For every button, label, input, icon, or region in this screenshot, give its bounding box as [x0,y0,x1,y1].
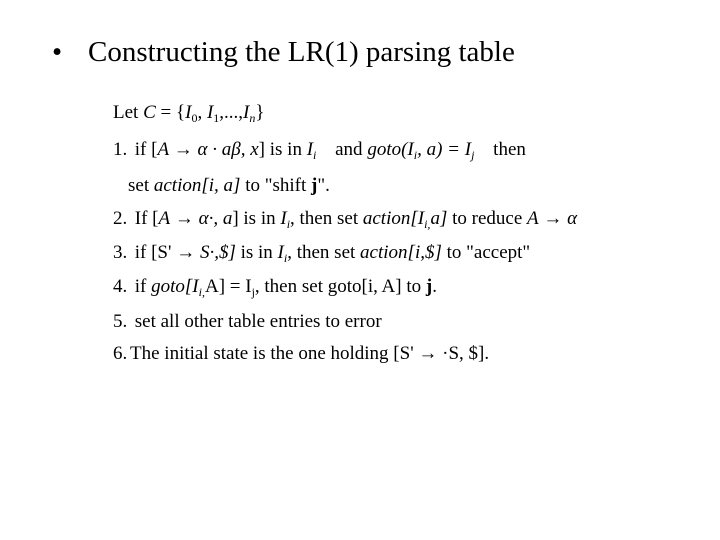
then-word: then [493,139,526,160]
is-in: is in [243,208,276,229]
item-ii: I [277,242,284,263]
slide-title [52,36,515,69]
num-4: 4. [113,276,128,297]
sub-n: n [249,111,256,125]
to-reduce: to reduce [452,208,523,229]
action-args: [I [410,208,425,229]
if-word: if [134,276,147,297]
goto-args2: , a) = I [417,139,472,160]
line-6 [113,344,489,363]
action-fn: action [360,242,408,263]
is-in: is in [269,139,302,160]
nonterminal-a: A [157,139,170,160]
line-6-rest: ·S, $]. [442,343,490,364]
shift-j: j [311,175,318,196]
goto-fn: goto [151,276,185,297]
line-3 [113,242,531,265]
to-shift: to "shift [245,175,307,196]
sub-j: j [471,148,475,162]
goto-j: j [425,276,433,297]
then-set: , then set [287,242,356,263]
num-1: 1. [113,139,128,160]
item-i1: I [206,102,214,123]
then-set: , then set [290,208,359,229]
arrow-icon: → [174,208,194,229]
line-6-text: The initial state is the one holding [S' [130,343,414,364]
goto-args: [I [184,276,199,297]
item-i0: I [185,102,192,123]
set-word: set [128,175,150,196]
item-ii: I [306,139,314,160]
item-body: α·, a [198,208,233,229]
item-ii: I [280,208,287,229]
if-open: if [ [134,139,158,160]
action-fn: action [153,175,202,196]
arrow-icon: → [418,343,438,364]
goto-args2: A] = I [204,276,252,297]
action-args: [i, a] [201,175,241,196]
slide-title-text: Constructing the LR(1) parsing table [88,36,515,68]
then-set-goto: , then set goto[i, A] to [254,276,422,297]
sub-i: i [283,251,288,265]
and-word: and [335,139,363,160]
num-6: 6. [113,343,128,364]
bullet-icon: • [52,36,63,68]
close-bracket: ] [258,139,265,160]
nonterminal-a: A [158,208,171,229]
line-1 [113,139,526,162]
line-5 [113,312,382,331]
ellipsis: ,..., [219,102,244,123]
equals-open: = { [160,102,186,123]
sub-i: i [313,148,317,162]
sub-i: i [286,217,291,231]
alpha: α [567,208,578,229]
line-2 [113,208,578,231]
sub-0: 0 [191,111,198,125]
sub-1: 1 [213,111,220,125]
num-5: 5. [113,311,128,332]
action-args2: a] [430,208,448,229]
action-fn: action [362,208,411,229]
sub-i2: i [413,148,418,162]
goto-fn: goto [367,139,402,160]
num-2: 2. [113,208,128,229]
if-open: If [ [134,208,159,229]
item-body: S·,$] [199,242,236,263]
if-open: if [S' [134,242,172,263]
nonterminal-a2: A [527,208,539,229]
num-3: 3. [113,242,128,263]
let-word: Let [113,102,139,123]
arrow-icon: → [176,242,196,263]
set-c: C [143,102,156,123]
close-bracket: ] [232,208,239,229]
goto-args: (I [401,139,414,160]
item-body: α · aβ, x [197,139,259,160]
sub-j: j [251,285,255,299]
arrow-icon: → [173,139,193,160]
sub-i2: i, [424,217,431,231]
is-in: is in [240,242,273,263]
sub-i: i, [198,285,205,299]
close-brace: } [255,102,265,123]
line-4 [113,276,437,299]
line-let: Let $C = \{I_0$, $I_1,...,I_n$} [113,102,265,125]
action-args: [i,$] [407,242,442,263]
period: . [432,276,437,297]
line-1b [128,176,330,195]
to-accept: to "accept" [446,242,531,263]
line-5-text: set all other table entries to error [134,311,382,332]
arrow-icon-2: → [543,208,563,229]
item-in: I [243,102,250,123]
shift-end: ". [317,175,330,196]
